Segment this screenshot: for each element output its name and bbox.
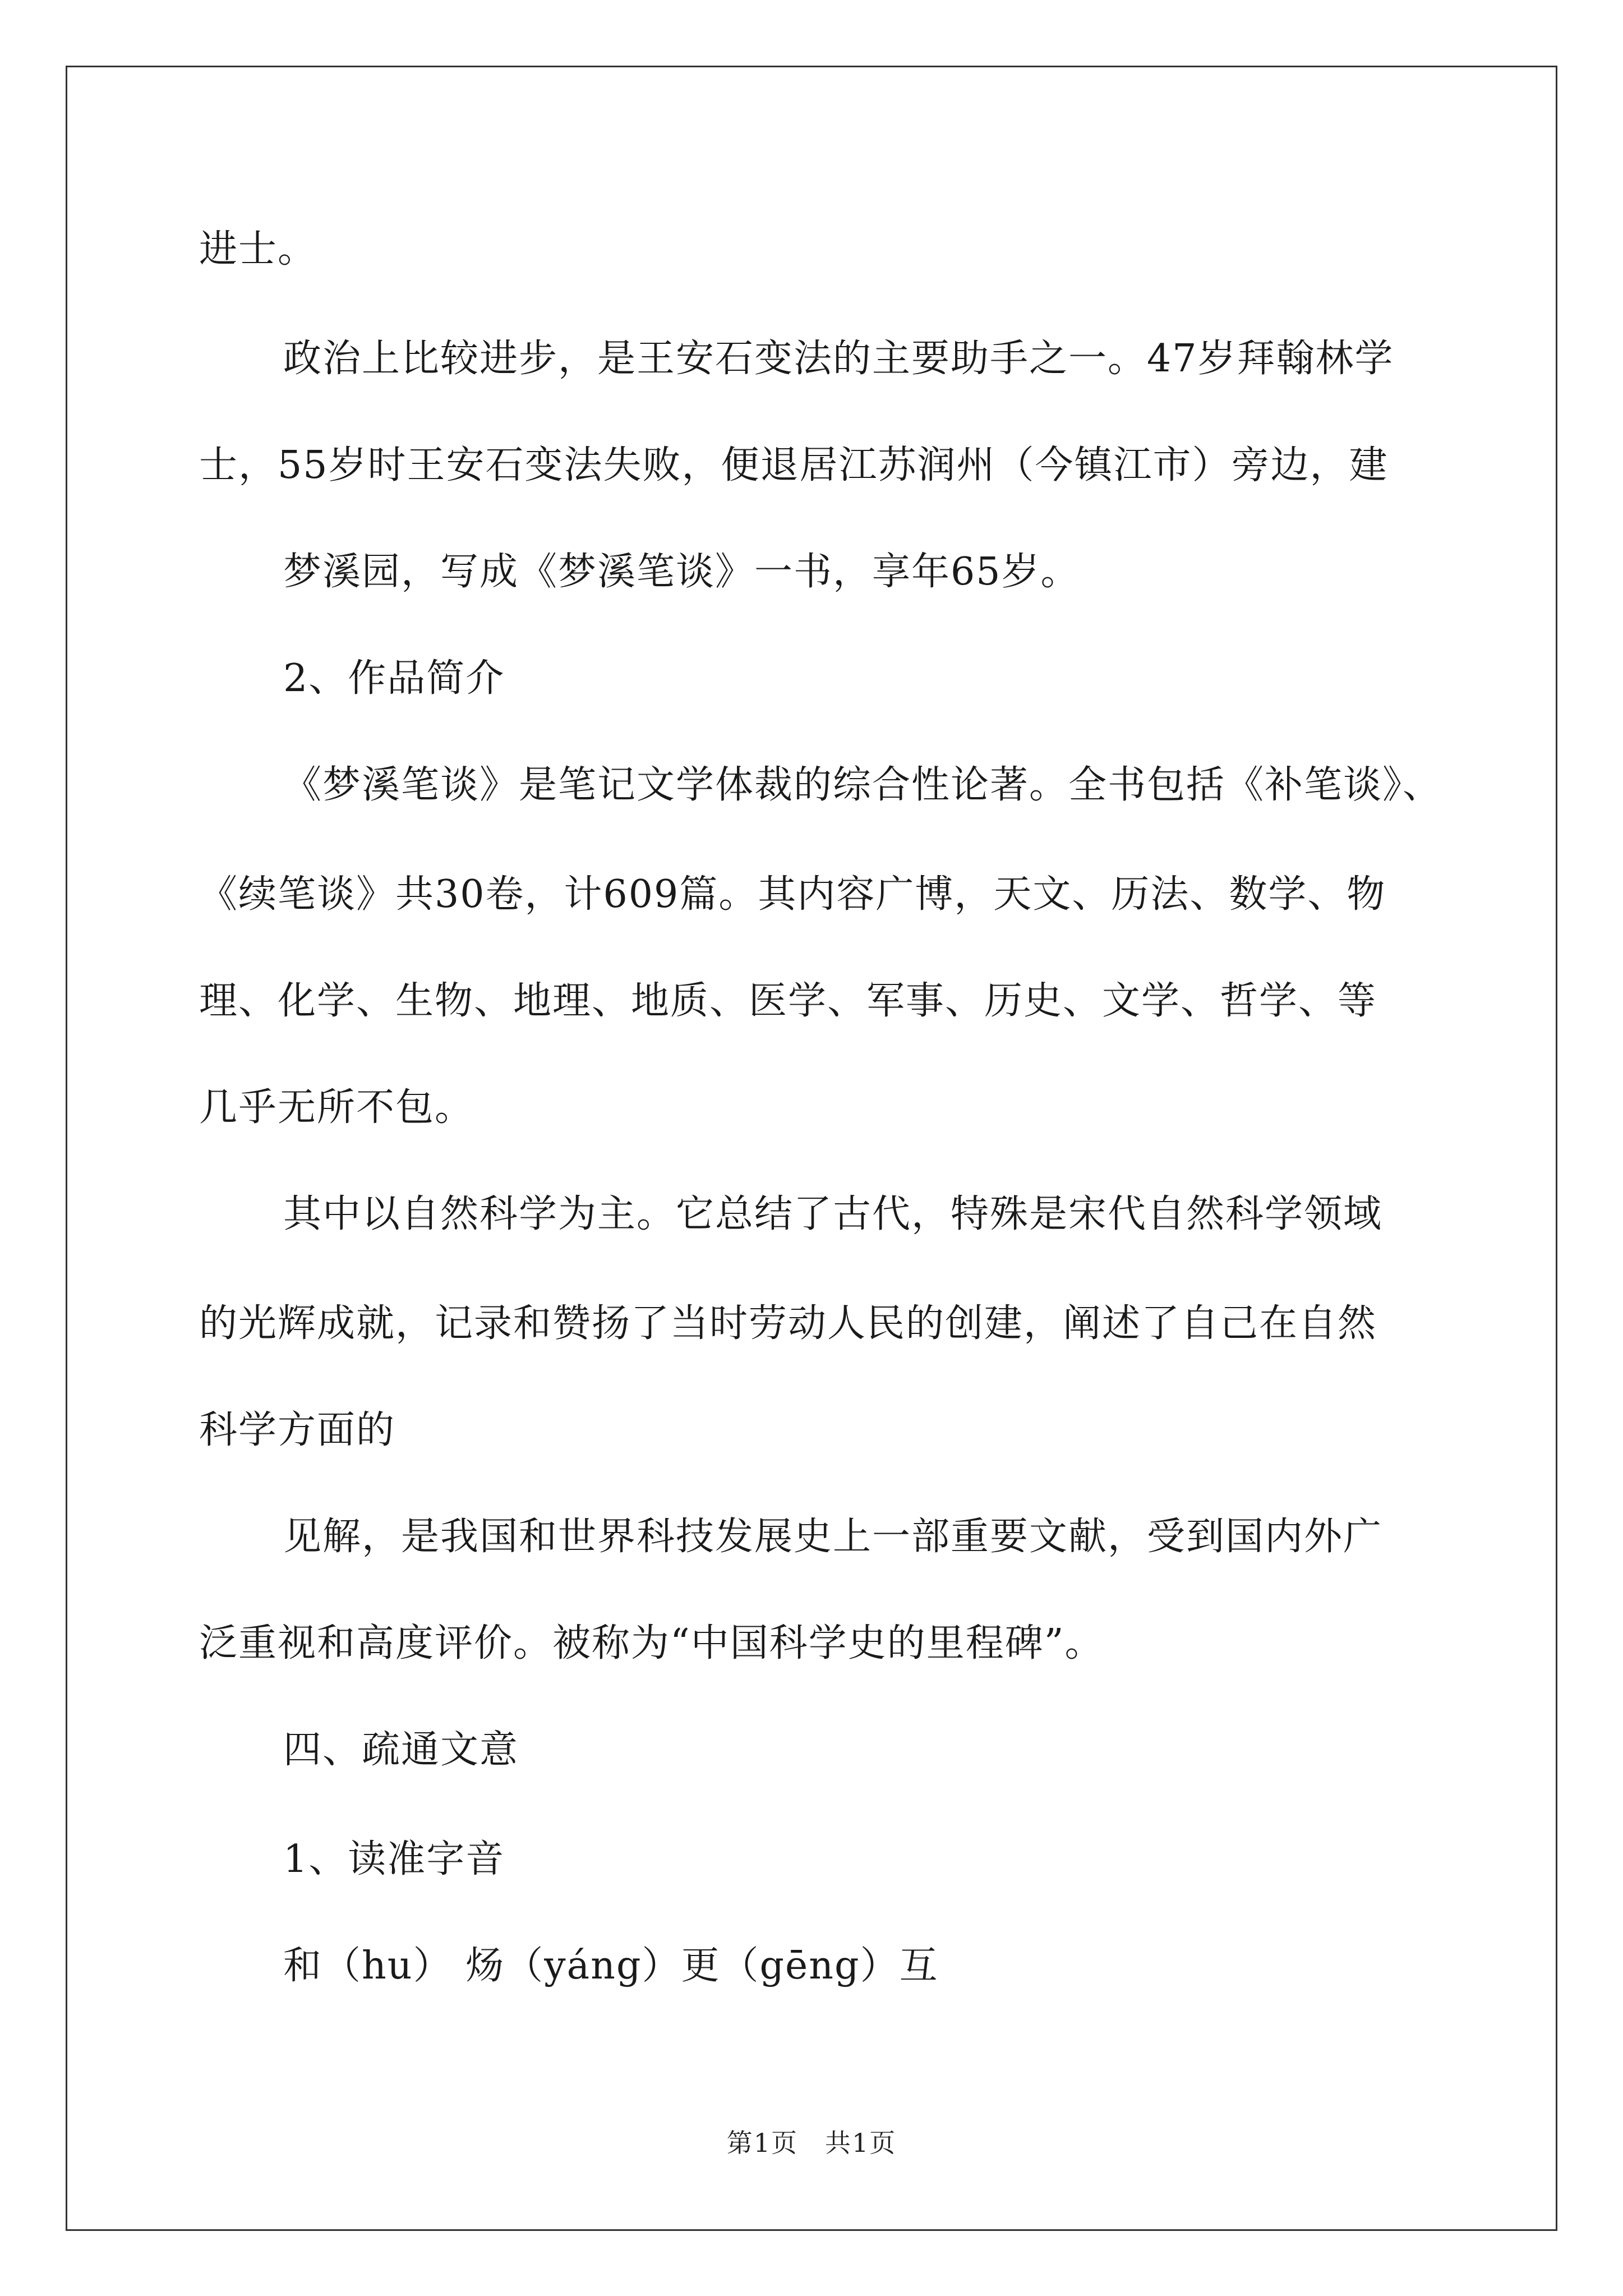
text-line: 梦溪园，写成《梦溪笔谈》一书，享年65岁。 [283,550,1080,594]
text-line: 其中以自然科学为主。它总结了古代，特殊是宋代自然科学领域 [283,1192,1383,1236]
text-line: 进士。 [199,227,317,272]
text-line: 《续笔谈》共30卷，计609篇。其内容广博，天文、历法、数学、物 [199,872,1386,917]
text-line: 士，55岁时王安石变法失败，便退居江苏润州（今镇江市）旁边，建 [199,443,1389,487]
page-number-footer: 第1页 共1页 [726,2128,897,2158]
text-line: 的光辉成就，记录和赞扬了当时劳动人民的创建，阐述了自己在自然 [199,1301,1377,1346]
text-line: 泛重视和高度评价。被称为“中国科学史的里程碑”。 [199,1621,1104,1665]
section-heading: 四、疏通文意 [283,1728,519,1772]
text-line: 见解，是我国和世界科技发展史上一部重要文献，受到国内外广 [283,1515,1383,1559]
page-frame [66,66,1557,2231]
section-heading: 2、作品简介 [283,656,505,701]
text-line: 《梦溪笔谈》是笔记文学体裁的综合性论著。全书包括《补笔谈》、 [283,763,1442,807]
section-heading: 1、读准字音 [283,1837,505,1881]
text-line: 和（hu） 炀（yáng）更（gēng）互 [283,1944,939,1988]
text-line: 政治上比较进步，是王安石变法的主要助手之一。47岁拜翰林学 [283,337,1394,381]
text-line: 理、化学、生物、地理、地质、医学、军事、历史、文学、哲学、等 [199,979,1377,1023]
text-line: 科学方面的 [199,1408,396,1452]
text-line: 几乎无所不包。 [199,1085,474,1130]
